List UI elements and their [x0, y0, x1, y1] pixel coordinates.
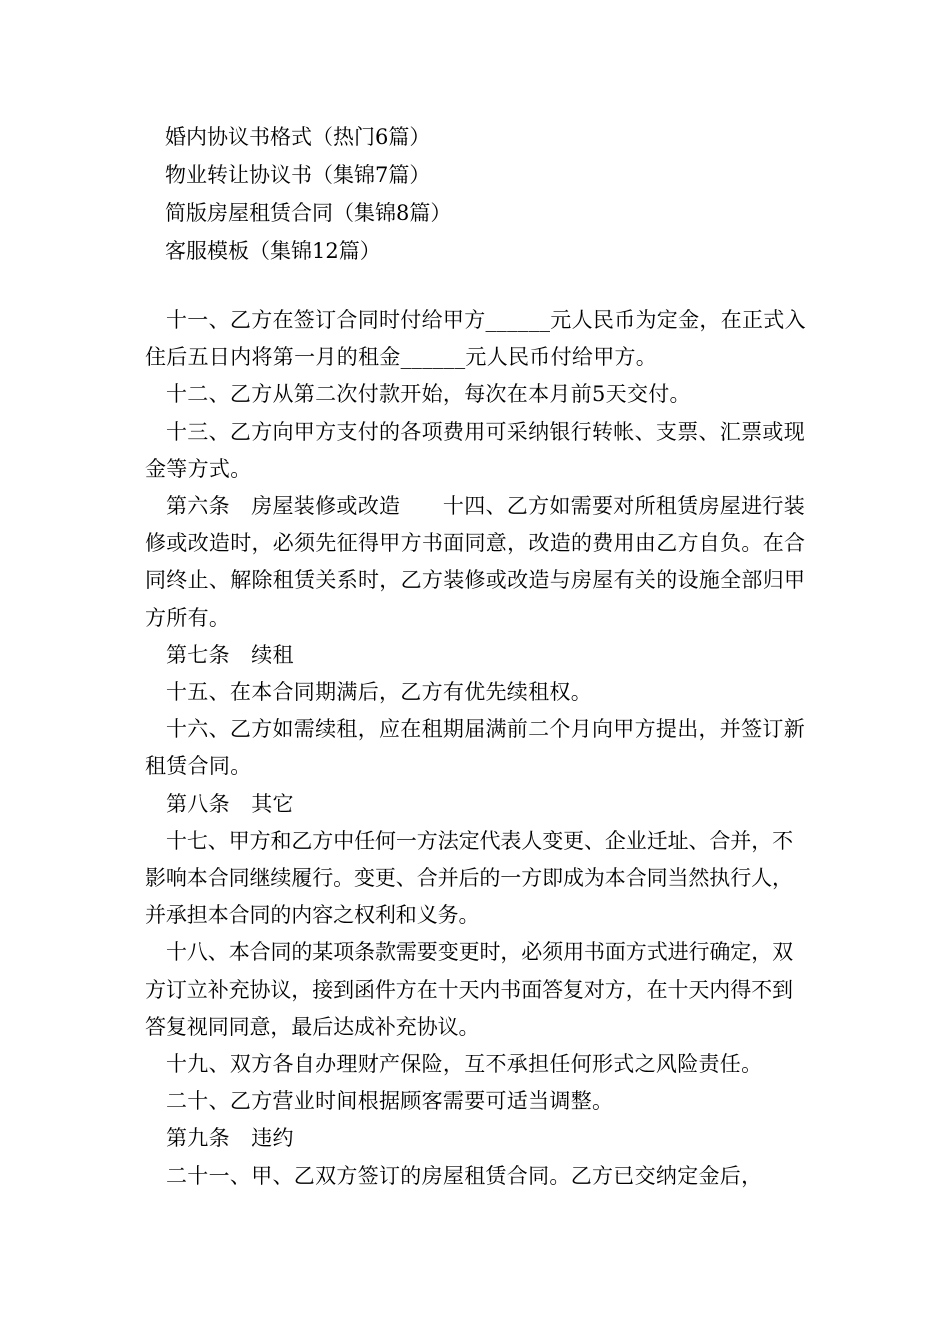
article-8-heading: 第八条 其它	[166, 791, 294, 816]
clause-18: 十八、本合同的某项条款需要变更时，必须用书面方式进行确定，双方订立补充协议，接到函件方在十天内书面答复对方，在十天内得不到答复视同同意，最后达成补充协议。	[145, 940, 793, 1039]
clause-15: 十五、在本合同期满后，乙方有优先续租权。	[166, 680, 592, 705]
clause-12: 十二、乙方从第二次付款开始，每次在本月前5天交付。	[166, 382, 691, 407]
clause-11: 十一、乙方在签订合同时付给甲方______元人民币为定金，在正式入住后五日内将第一月的租金______元人民币付给甲方。	[145, 308, 806, 370]
article-9-heading: 第九条 违约	[166, 1126, 294, 1151]
related-link-2[interactable]: 物业转让协议书（集锦7篇）	[165, 163, 431, 187]
related-link-4[interactable]: 客服模板（集锦12篇）	[165, 239, 381, 263]
related-links	[165, 118, 825, 270]
article-7-heading: 第七条 续租	[166, 642, 294, 667]
contract-body	[145, 302, 810, 1195]
related-link-3[interactable]: 简版房屋租赁合同（集锦8篇）	[165, 201, 452, 225]
clause-20: 二十、乙方营业时间根据顾客需要可适当调整。	[166, 1089, 614, 1114]
clause-21: 二十一、甲、乙双方签订的房屋租赁合同。乙方已交纳定金后，	[166, 1163, 763, 1188]
article-6-clause-14: 第六条 房屋装修或改造 十四、乙方如需要对所租赁房屋进行装修或改造时，必须先征得甲方书面同意，改造的费用由乙方自负。在合同终止、解除租赁关系时，乙方装修或改造与房屋有关的设施全部归甲方所有。	[145, 494, 806, 630]
related-link-1[interactable]: 婚内协议书格式（热门6篇）	[165, 125, 431, 149]
clause-17: 十七、甲方和乙方中任何一方法定代表人变更、企业迁址、合并，不影响本合同继续履行。变更、合并后的一方即成为本合同当然执行人，并承担本合同的内容之权利和义务。	[145, 828, 793, 928]
clause-19: 十九、双方各自办理财产保险，互不承担任何形式之风险责任。	[166, 1052, 763, 1077]
clause-13: 十三、乙方向甲方支付的各项费用可采纳银行转帐、支票、汇票或现金等方式。	[145, 419, 805, 481]
clause-16: 十六、乙方如需续租，应在租期届满前二个月向甲方提出，并签订新租赁合同。	[145, 717, 805, 779]
